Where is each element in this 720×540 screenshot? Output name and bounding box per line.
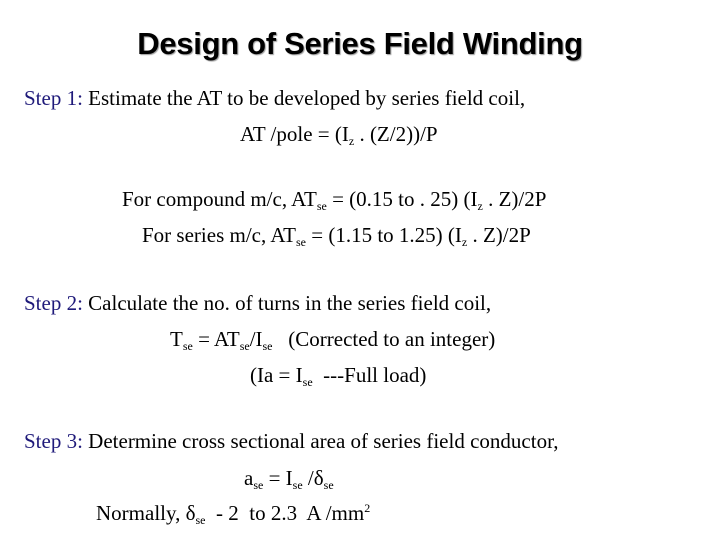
step1-label: Step 1:: [24, 86, 83, 110]
step3-normally: Normally, $\delta_{se} - 2$ to 2.3 A $/mm^2$: [96, 501, 371, 527]
step3-formula: $a_{se} = I_{se}$ $/\delta_{se}$: [244, 466, 334, 492]
step2-label: Step 2:: [24, 291, 83, 315]
step1-line: [24, 85, 525, 111]
step1-formula: AT /pole = ($I_z$ . (Z/2))/P: [240, 122, 438, 148]
step2-line: [24, 290, 491, 316]
step3-line: [24, 428, 558, 454]
step2-note: ($Ia = I_{se}$ ---Full load): [250, 363, 427, 389]
step3-label: Step 3:: [24, 429, 83, 453]
step2-text: Calculate the no. of turns in the series field coil,: [82, 291, 492, 315]
compound-formula: For compound m/c, $AT_{se} = (0.15$ to . 25) ($I_z$ . Z)/2P: [122, 187, 547, 213]
step2-formula: $T_{se} = AT_{se}/I_{se}$ (Corrected to an integer): [170, 327, 496, 353]
series-formula: For series m/c, $AT_{se} = (1.15$ to 1.25) ($I_z$ . Z)/2P: [142, 223, 531, 249]
page-title: Design of Series Field Winding: [137, 26, 583, 61]
step3-text: Determine cross sectional area of series field conductor,: [82, 429, 559, 453]
step1-text: Estimate the AT to be developed by series field coil,: [82, 86, 526, 110]
